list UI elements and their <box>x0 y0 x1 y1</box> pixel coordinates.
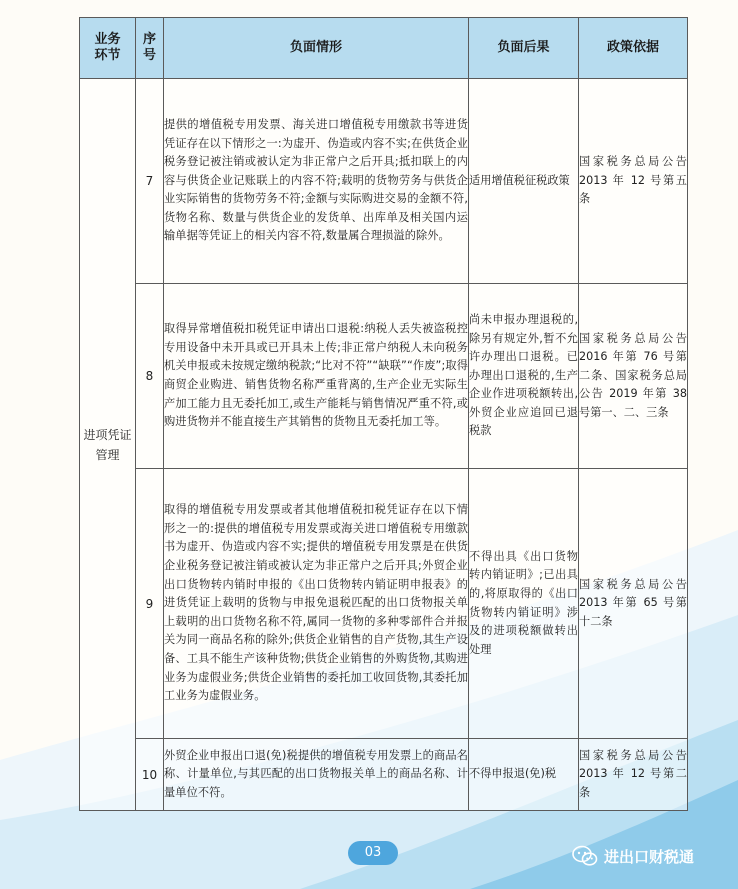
consequence-cell: 不得出具《出口货物转内销证明》;已出具的,将原取得的《出口货物转内销证明》涉及的进项税额做转出处理 <box>469 469 579 739</box>
consequence-cell: 尚未申报办理退税的,除另有规定外,暂不允许办理出口退税。已办理出口退税的,生产企业作进项税额转出,外贸企业应追回已退税款 <box>469 284 579 469</box>
header-category: 业务 环节 <box>80 18 136 79</box>
consequence-cell: 不得申报退(免)税 <box>469 739 579 811</box>
table-row <box>80 739 688 811</box>
watermark <box>572 845 694 867</box>
table-row <box>80 284 688 469</box>
table-row <box>80 469 688 739</box>
row-number: 9 <box>136 469 164 739</box>
header-basis: 政策依据 <box>579 18 688 79</box>
row-number: 8 <box>136 284 164 469</box>
situation-cell: 取得异常增值税扣税凭证申请出口退税:纳税人丢失被盗税控专用设备中未开具或已开具未上传;非正常户纳税人未向税务机关申报或未按规定缴纳税款;“比对不符”“缺联”“作废”;取得商贸企业购进、销售货物名称严重背离的,生产企业无实际生产加工能力且无委托加工,或生产能耗与销售情况严重不符,或购进货物并不能直接生产其销售的货物且无委托加工等。 <box>164 284 469 469</box>
table-row <box>80 79 688 284</box>
policy-table <box>79 17 688 811</box>
basis-cell: 国家税务总局公告 2013 年 12 号第二条 <box>579 739 688 811</box>
situation-cell: 提供的增值税专用发票、海关进口增值税专用缴款书等进货凭证存在以下情形之一:为虚开、伪造或内容不实;在供货企业税务登记被注销或被认定为非正常户之后开具;抵扣联上的内容与供货企业记账联上的内容不符;载明的货物劳务与供货企业实际销售的货物劳务不符;金额与实际购进交易的金额不符,货物名称、数量与供货企业的发货单、出库单及相关国内运输单据等凭证上的相关内容不符,数量属合理损溢的除外。 <box>164 79 469 284</box>
row-number: 7 <box>136 79 164 284</box>
consequence-cell: 适用增值税征税政策 <box>469 79 579 284</box>
table-header-row <box>80 18 688 79</box>
basis-cell: 国家税务总局公告 2016 年第 76 号第二条、国家税务总局公告 2019 年第 38 号第一、二、三条 <box>579 284 688 469</box>
basis-cell: 国家税务总局公告 2013 年第 65 号第十二条 <box>579 469 688 739</box>
situation-cell: 取得的增值税专用发票或者其他增值税扣税凭证存在以下情形之一的:提供的增值税专用发票或海关进口增值税专用缴款书为虚开、伪造或内容不实;提供的增值税专用发票是在供货企业税务登记被注销或被认定为非正常户之后开具;外贸企业出口货物转内销时申报的《出口货物转内销证明申报表》的进货凭证上载明的货物与申报免退税匹配的出口货物报关单上载明的出口货物名称不符,属同一货物的多种零部件合并报关为同一商品名称的除外;供货企业销售的自产货物,其生产设备、工具不能生产该种货物;供货企业销售的外购货物,其购进业务为虚假业务;供货企业销售的委托加工收回货物,其委托加工业务为虚假业务。 <box>164 469 469 739</box>
wechat-icon <box>572 845 598 867</box>
watermark-text: 进出口财税通 <box>604 847 695 866</box>
category-cell: 进项凭证管理 <box>80 79 136 811</box>
header-number: 序 号 <box>136 18 164 79</box>
basis-cell: 国家税务总局公告 2013 年 12 号第五条 <box>579 79 688 284</box>
header-situation: 负面情形 <box>164 18 469 79</box>
header-consequence: 负面后果 <box>469 18 579 79</box>
page-number: 03 <box>348 841 398 865</box>
situation-cell: 外贸企业申报出口退(免)税提供的增值税专用发票上的商品名称、计量单位,与其匹配的出口货物报关单上的商品名称、计量单位不符。 <box>164 739 469 811</box>
row-number: 10 <box>136 739 164 811</box>
